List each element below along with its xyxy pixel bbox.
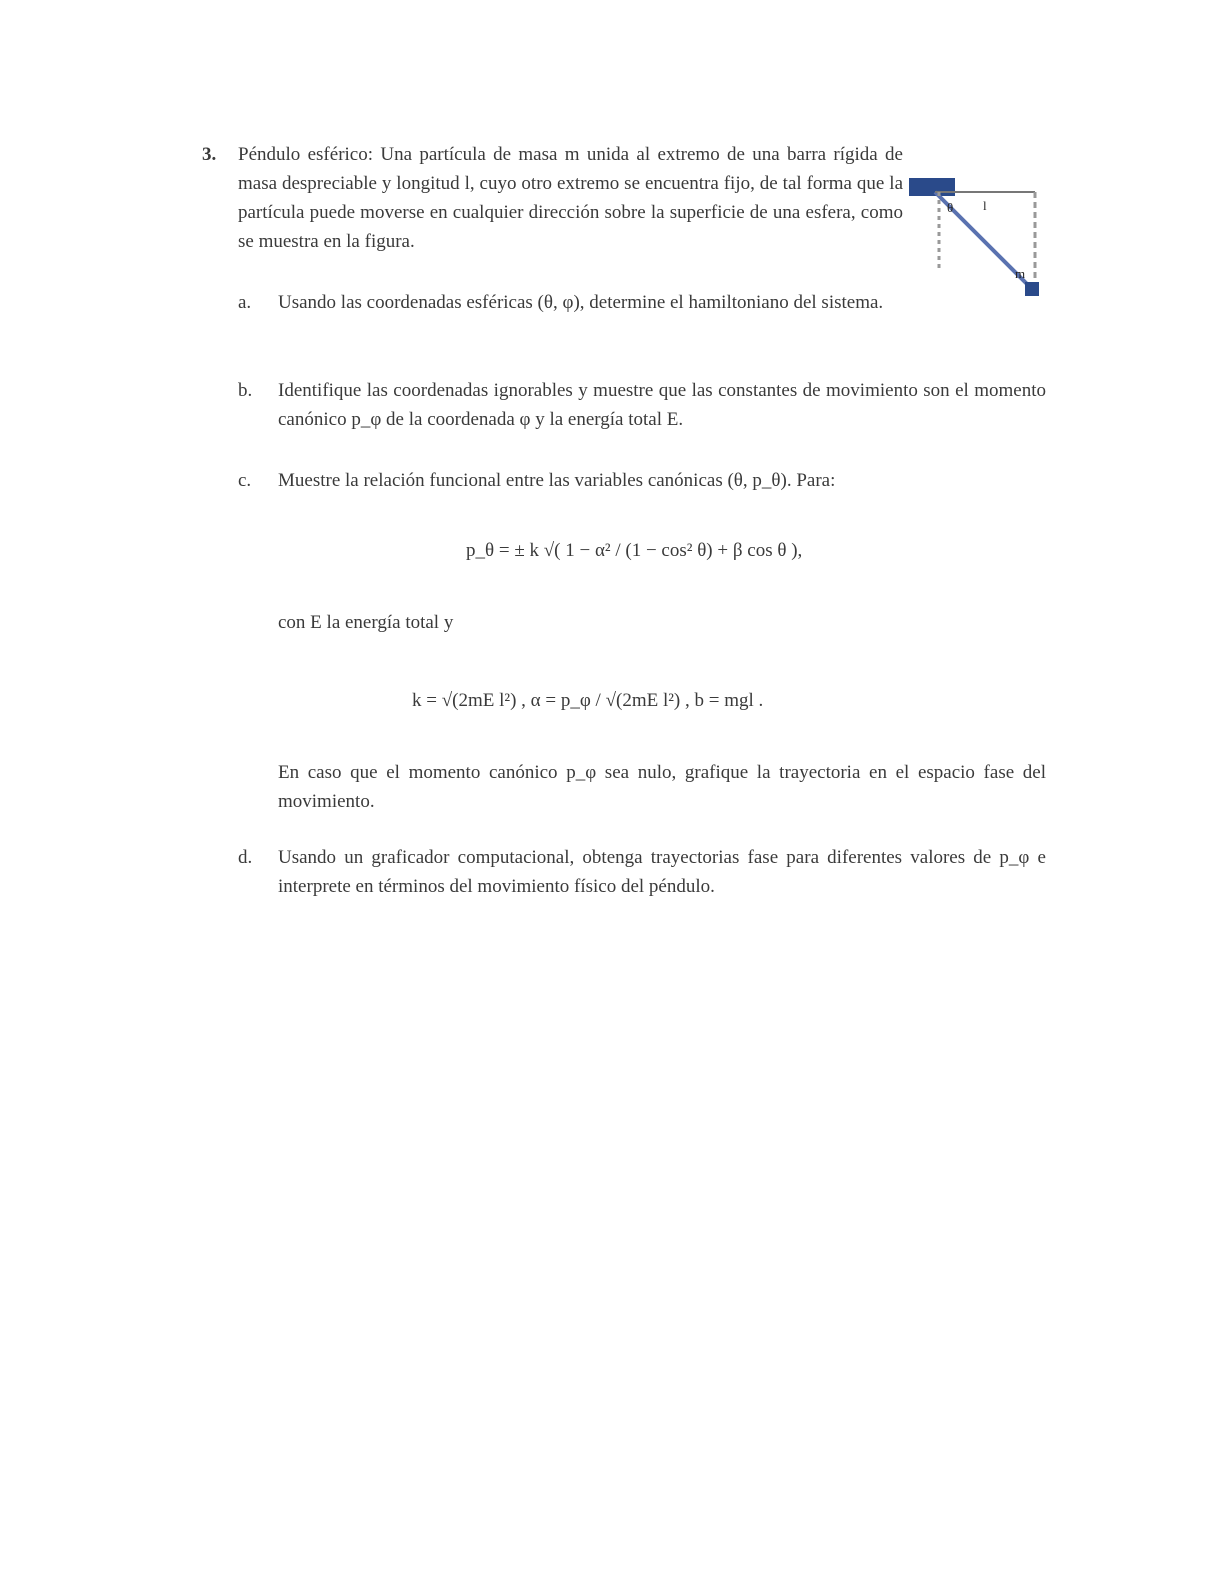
- problem-intro: Péndulo esférico: Una partícula de masa m unida al extremo de una barra rígida de masa despreciable y longitud l, cuyo otro extremo se encuentra fijo, de tal forma que la partícula puede moverse en cualquier dirección sobre la superficie de una esfera, como se muestra en la figura.: [238, 144, 903, 252]
- problem-number: 3.: [202, 144, 217, 165]
- equation-constants: k = √(2mE l²) , α = p_φ / √(2mE l²) , b = mgl .: [412, 690, 764, 711]
- item-label: d.: [238, 847, 253, 868]
- pendulum-mass: [1025, 282, 1039, 296]
- equation-p-theta: p_θ = ± k √( 1 − α² / (1 − cos² θ) + β cos θ ),: [466, 540, 803, 561]
- pivot-support: [909, 178, 955, 196]
- label-l: l: [983, 198, 987, 213]
- item-label: c.: [238, 470, 252, 491]
- label-theta: θ: [947, 200, 954, 215]
- item-text: Muestre la relación funcional entre las variables canónicas (θ, p_θ). Para:: [278, 470, 836, 491]
- pendulum-figure: [905, 170, 1045, 305]
- item-label: b.: [238, 380, 253, 401]
- item-text: En caso que el momento canónico p_φ sea nulo, grafique la trayectoria en el espacio fase del movimiento.: [278, 762, 1046, 812]
- item-text: Identifique las coordenadas ignorables y muestre que las constantes de movimiento son el momento canónico p_φ de la coordenada φ y la energía total E.: [278, 380, 1046, 430]
- text-energy-note: con E la energía total y: [278, 612, 454, 633]
- item-label: a.: [238, 292, 252, 313]
- item-text: Usando las coordenadas esféricas (θ, φ), determine el hamiltoniano del sistema.: [278, 292, 884, 313]
- label-m: m: [1015, 266, 1026, 281]
- item-text: Usando un graficador computacional, obtenga trayectorias fase para diferentes valores de p_φ e interprete en términos del movimiento físico del péndulo.: [278, 847, 1046, 897]
